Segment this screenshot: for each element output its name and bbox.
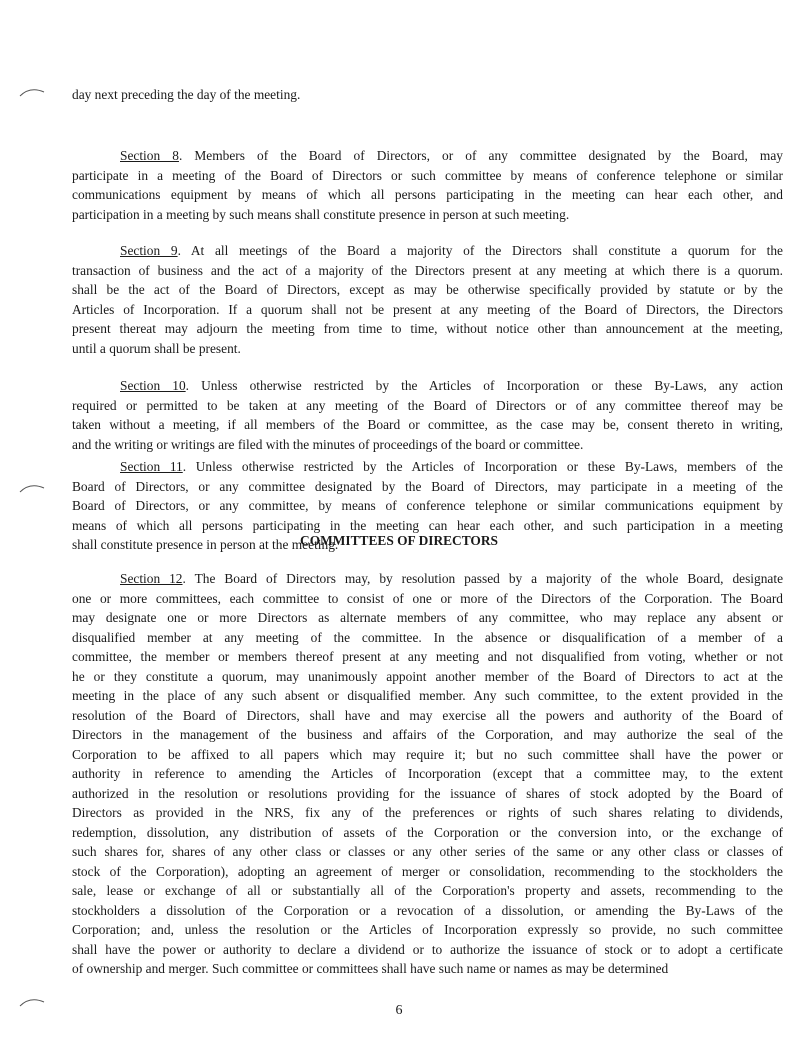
line-text: day next preceding the day of the meeting. xyxy=(72,87,301,102)
text-line xyxy=(72,85,783,105)
line-text: he or they constitute a quorum, may unanimously appoint another member of the Board of Directors to act at the xyxy=(72,668,783,684)
text-line xyxy=(72,396,783,416)
line-text: participation in a meeting by such means shall constitute presence in person at such meeting. xyxy=(72,206,570,222)
section-9-paragraph xyxy=(72,241,783,358)
line-text: . At all meetings of the Board a majority of the Directors shall constitute a quorum for the xyxy=(177,243,783,258)
section-10-paragraph xyxy=(72,376,783,454)
line-text: resolution of the Board of Directors, shall have and may exercise all the powers and authority of the Board of xyxy=(72,707,783,723)
line-text: means of which all persons participating in the meeting can hear each other, and such participation in a meeting xyxy=(72,517,783,533)
section-heading: COMMITTEES OF DIRECTORS xyxy=(300,533,498,548)
line-text: and the writing or writings are filed with the minutes of proceedings of the board or committee. xyxy=(72,436,584,452)
text-line xyxy=(72,435,783,455)
text-line xyxy=(72,842,783,862)
text-line xyxy=(72,745,783,765)
text-line xyxy=(72,496,783,516)
text-line xyxy=(72,862,783,882)
line-text: Articles of Incorporation. If a quorum shall not be present at any meeting of the Board of Directors, the Directors xyxy=(72,301,783,317)
line-text: participate in a meeting of the Board of Directors or such committee by means of conference telephone or similar xyxy=(72,167,783,183)
line-text: committee, the member or members thereof present at any meeting and not disqualified from voting, whether or not xyxy=(72,649,783,664)
text-line xyxy=(72,608,783,628)
text-line xyxy=(72,415,783,435)
text-line xyxy=(72,959,783,979)
line-text: Corporation; and, unless the resolution or the Articles of Incorporation expressly so provide, no such committee xyxy=(72,922,783,937)
line-text: one or more committees, each committee to consist of one or more of the Directors of the Corporation. The Board xyxy=(72,590,783,606)
page-number: 6 xyxy=(395,1003,403,1018)
line-text: such shares for, shares of any other class or classes or any other series of the same or any other class or classes of xyxy=(72,844,783,859)
text-line xyxy=(72,376,783,396)
section-8-paragraph xyxy=(72,146,783,224)
line-text: until a quorum shall be present. xyxy=(72,340,241,356)
line-text: communications equipment by means of which all persons participating in the meeting can hear each other, and xyxy=(72,187,783,202)
line-text: Directors as provided in the NRS, fix any of the preferences or rights of such shares relating to dividends, xyxy=(72,805,783,820)
text-line xyxy=(72,920,783,940)
line-text: present thereat may adjourn the meeting from time to time, without notice other than announcement at the meeting, xyxy=(72,321,783,336)
line-text: shall have the power or authority to declare a dividend or to authorize the issuance of stock or to adopt a certificate xyxy=(72,941,783,957)
text-line xyxy=(72,667,783,687)
section-label: Section 9 xyxy=(120,243,178,258)
line-text: of ownership and merger. Such committee or committees shall have such name or names as may be determined xyxy=(72,961,669,976)
line-text: . Unless otherwise restricted by the Articles of Incorporation or these By-Laws, any action xyxy=(185,378,783,393)
line-text: redemption, dissolution, any distribution of assets of the Corporation or the conversion into, or the exchange of xyxy=(72,824,783,840)
text-line xyxy=(72,280,783,300)
text-line xyxy=(72,940,783,960)
text-line xyxy=(72,823,783,843)
text-line xyxy=(72,241,783,261)
text-line xyxy=(72,901,783,921)
line-text: taken without a meeting, if all members of the Board or committee, as the case may be, consent thereto in writing, xyxy=(72,417,783,432)
text-line xyxy=(72,764,783,784)
text-line xyxy=(72,686,783,706)
line-text: Board of Directors, or any committee, by means of conference telephone or similar communications equipment by xyxy=(72,498,783,513)
line-text: stockholders a dissolution of the Corporation or a revocation of a dissolution, or amending the By-Laws of the xyxy=(72,902,783,918)
text-line xyxy=(72,185,783,205)
line-text: meeting in the place of any such absent or disqualified member. Any such committee, to the extent provided in the xyxy=(72,688,783,703)
text-line xyxy=(72,477,783,497)
text-line xyxy=(72,628,783,648)
section-label: Section 12 xyxy=(120,571,183,586)
text-line xyxy=(72,300,783,320)
section-label: Section 8 xyxy=(120,148,179,163)
line-text: may designate one or more Directors as alternate members of any committee, who may replace any absent or xyxy=(72,610,783,625)
text-line xyxy=(72,339,783,359)
text-line xyxy=(72,803,783,823)
line-text: shall constitute presence in person at the meeting. xyxy=(72,537,339,552)
section-12-paragraph xyxy=(72,569,783,979)
section-label: Section 11 xyxy=(120,459,183,474)
line-text: Directors in the management of the business and affairs of the Corporation, and may authorize the seal of the xyxy=(72,727,783,742)
line-text: required or permitted to be taken at any meeting of the Board of Directors or of any committee thereof may be xyxy=(72,397,783,413)
text-line xyxy=(72,205,783,225)
line-text: disqualified member at any meeting of the committee. In the absence or disqualification of a member of a xyxy=(72,629,783,645)
line-text: stock of the Corporation), adopting an agreement of merger or consolidation, recommending to the stockholders the xyxy=(72,863,783,879)
line-text: shall be the act of the Board of Directors, except as may be otherwise specifically provided by statute or by the xyxy=(72,282,783,297)
scan-mark xyxy=(18,480,48,494)
text-line xyxy=(72,647,783,667)
line-text: . The Board of Directors may, by resolution passed by a majority of the whole Board, designate xyxy=(182,571,784,586)
text-line xyxy=(72,784,783,804)
text-line xyxy=(72,589,783,609)
text-line xyxy=(72,166,783,186)
line-text: . Members of the Board of Directors, or of any committee designated by the Board, may xyxy=(178,148,783,163)
line-text: authorized in the resolution or resolutions providing for the issuance of shares of stock adopted by the Board of xyxy=(72,785,783,801)
text-line xyxy=(72,881,783,901)
text-line xyxy=(72,725,783,745)
line-text: Board of Directors, or any committee designated by the Board of Directors, may participate in a meeting of the xyxy=(72,478,783,494)
scan-mark xyxy=(18,84,48,98)
line-text: transaction of business and the act of a majority of the Directors present at any meeting at which there is a quorum. xyxy=(72,262,783,278)
section-label: Section 10 xyxy=(120,378,186,393)
line-text: Corporation to be affixed to all papers which may require it; but no such committee shall have the power or xyxy=(72,746,783,762)
intro-paragraph xyxy=(72,85,783,105)
text-line xyxy=(72,261,783,281)
text-line xyxy=(72,569,783,589)
text-line xyxy=(72,319,783,339)
line-text: sale, lease or exchange of all or substantially all of the Corporation's property and assets, recommending to the xyxy=(72,883,783,898)
text-line xyxy=(72,706,783,726)
text-line xyxy=(72,146,783,166)
text-line xyxy=(72,457,783,477)
line-text: authority in reference to amending the Articles of Incorporation (except that a committee may, to the extent xyxy=(72,766,783,781)
line-text: . Unless otherwise restricted by the Articles of Incorporation or these By-Laws, members of the xyxy=(182,459,783,474)
